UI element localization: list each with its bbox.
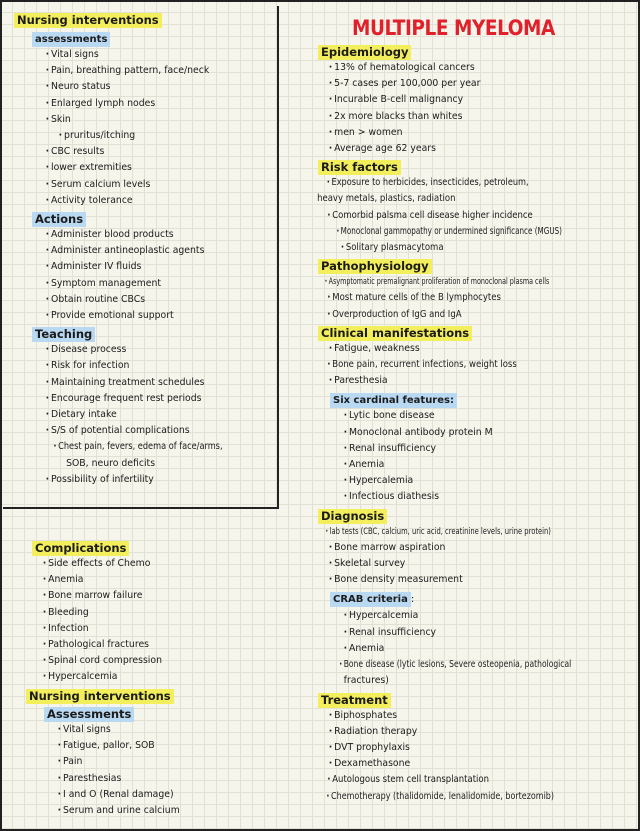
treatment-heading: Treatment bbox=[318, 693, 391, 708]
list-item: · Symptom management bbox=[14, 276, 258, 292]
list-item: · Incurable B-cell malignancy bbox=[312, 92, 611, 108]
list-subitem: · Bone disease (lytic lesions, Severe osteopenia, pathological bbox=[312, 657, 570, 673]
list-item: · 2x more blacks than whites bbox=[312, 109, 611, 125]
list-item: · DVT prophylaxis bbox=[312, 740, 611, 756]
list-subitem: · Monoclonal gammopathy or undermined significance (MGUS) bbox=[312, 224, 544, 240]
list-item: · Biphosphates bbox=[312, 708, 611, 724]
list-item: · Dexamethasone bbox=[312, 756, 611, 772]
list-item: · Activity tolerance bbox=[14, 193, 258, 209]
list-item: · 5-7 cases per 100,000 per year bbox=[312, 76, 611, 92]
list-item: · Vital signs bbox=[26, 722, 259, 738]
list-item: · Administer IV fluids bbox=[14, 259, 258, 275]
list-item: · Risk for infection bbox=[14, 358, 258, 374]
nursing-interventions-2-section bbox=[26, 686, 276, 819]
risk-factors-heading: Risk factors bbox=[318, 160, 401, 175]
list-item: · Fatigue, pallor, SOB bbox=[26, 738, 259, 754]
list-item: · lab tests (CBC, calcium, uric acid, creatinine levels, urine protein) bbox=[312, 524, 554, 540]
complications-heading: Complications bbox=[32, 541, 129, 556]
list-item: · Provide emotional support bbox=[14, 308, 258, 324]
list-item: · Maintaining treatment schedules bbox=[14, 375, 258, 391]
list-item: · Pain bbox=[26, 754, 259, 770]
list-subitem: · Chest pain, fevers, edema of face/arms, bbox=[14, 439, 229, 455]
nursing-interventions-section bbox=[14, 10, 276, 488]
nursing-interventions-heading: Nursing interventions bbox=[14, 13, 162, 28]
list-item: · Skin bbox=[14, 112, 258, 128]
list-item: · Enlarged lymph nodes bbox=[14, 96, 258, 112]
list-subitem: · Hypercalcemia bbox=[312, 608, 611, 624]
list-item: · Bone pain, recurrent infections, weight loss bbox=[312, 357, 586, 373]
list-item-continued: heavy metals, plastics, radiation bbox=[317, 193, 456, 205]
list-item: · Pain, breathing pattern, face/neck bbox=[14, 63, 258, 79]
list-item: · Infection bbox=[26, 621, 259, 637]
complications-section bbox=[26, 538, 276, 686]
list-item: · Autologous stem cell transplantation bbox=[312, 772, 586, 788]
list-item: · Anemia bbox=[26, 572, 259, 588]
list-item: · Most mature cells of the B lymphocytes bbox=[312, 290, 586, 306]
list-item: · Overproduction of IgG and IgA bbox=[312, 307, 586, 323]
list-item: · Average age 62 years bbox=[312, 141, 611, 157]
list-subitem: · Monoclonal antibody protein M bbox=[312, 425, 611, 441]
assessments-heading: assessments bbox=[32, 32, 110, 47]
list-item: · Dietary intake bbox=[14, 407, 258, 423]
list-item: · Hypercalcemia bbox=[26, 669, 259, 685]
list-item: · Paresthesia bbox=[312, 373, 611, 389]
list-item: · CBC results bbox=[14, 144, 258, 160]
actions-heading: Actions bbox=[32, 212, 86, 227]
list-subitem: · pruritus/itching bbox=[14, 128, 258, 144]
list-item: · S/S of potential complications bbox=[14, 423, 258, 439]
list-item: · Encourage frequent rest periods bbox=[14, 391, 258, 407]
list-item: · Fatigue, weakness bbox=[312, 341, 611, 357]
list-subitem: · Renal insufficiency bbox=[312, 625, 611, 641]
list-item: · Serum and urine calcium bbox=[26, 803, 259, 819]
six-cardinal-heading: Six cardinal features: bbox=[330, 393, 457, 408]
nursing-interventions-2-heading: Nursing interventions bbox=[26, 689, 174, 704]
list-item: · Paresthesias bbox=[26, 771, 259, 787]
list-item: · Exposure to herbicides, insecticides, petroleum, bbox=[312, 175, 576, 191]
epidemiology-heading: Epidemiology bbox=[318, 45, 411, 60]
list-item: · Comorbid palsma cell disease higher incidence bbox=[312, 208, 586, 224]
list-item: · Disease process bbox=[14, 342, 258, 358]
list-item: · Side effects of Chemo bbox=[26, 556, 259, 572]
list-subitem-continued: SOB, neuro deficits bbox=[66, 457, 156, 469]
list-subitem: · Anemia bbox=[312, 457, 611, 473]
list-item: · Vital signs bbox=[14, 47, 258, 63]
teaching-heading: Teaching bbox=[32, 327, 95, 342]
list-item: · Administer blood products bbox=[14, 227, 258, 243]
assessments-2-heading: Assessments bbox=[44, 707, 134, 722]
list-subitem-continued: fractures) bbox=[343, 675, 389, 687]
list-item: · Bone density measurement bbox=[312, 572, 611, 588]
list-item: · I and O (Renal damage) bbox=[26, 787, 259, 803]
page-title: MULTIPLE MYELOMA bbox=[352, 16, 555, 40]
list-subitem: · Solitary plasmacytoma bbox=[312, 240, 586, 256]
clinical-manifestations-heading: Clinical manifestations bbox=[318, 326, 472, 341]
right-column bbox=[312, 42, 634, 805]
list-item: · Bleeding bbox=[26, 605, 259, 621]
crab-colon: : bbox=[410, 594, 415, 606]
list-subitem: · Infectious diathesis bbox=[312, 489, 611, 505]
list-item: · Possibility of infertility bbox=[14, 472, 258, 488]
pathophysiology-heading: Pathophysiology bbox=[318, 259, 432, 274]
list-subitem: · Lytic bone disease bbox=[312, 408, 611, 424]
list-item: · men > women bbox=[312, 125, 611, 141]
diagnosis-heading: Diagnosis bbox=[318, 509, 387, 524]
list-item: · Pathological fractures bbox=[26, 637, 259, 653]
list-item: · Chemotherapy (thalidomide, lenalidomide, bortezomib) bbox=[312, 789, 570, 805]
list-item: · Asymptomatic premalignant proliferation of monoclonal plasma cells bbox=[312, 274, 541, 290]
list-item: · Skeletal survey bbox=[312, 556, 611, 572]
list-item: · 13% of hematological cancers bbox=[312, 60, 611, 76]
list-subitem: · Anemia bbox=[312, 641, 611, 657]
list-item: · Obtain routine CBCs bbox=[14, 292, 258, 308]
crab-criteria-heading: CRAB criteria bbox=[330, 592, 411, 607]
list-subitem: · Hypercalemia bbox=[312, 473, 611, 489]
list-subitem: · Renal insufficiency bbox=[312, 441, 611, 457]
list-item: · Bone marrow failure bbox=[26, 588, 259, 604]
list-item: · lower extremities bbox=[14, 160, 258, 176]
list-item: · Neuro status bbox=[14, 79, 258, 95]
list-item: · Spinal cord compression bbox=[26, 653, 259, 669]
list-item: · Serum calcium levels bbox=[14, 177, 258, 193]
list-item: · Bone marrow aspiration bbox=[312, 540, 611, 556]
list-item: · Administer antineoplastic agents bbox=[14, 243, 258, 259]
list-item: · Radiation therapy bbox=[312, 724, 611, 740]
